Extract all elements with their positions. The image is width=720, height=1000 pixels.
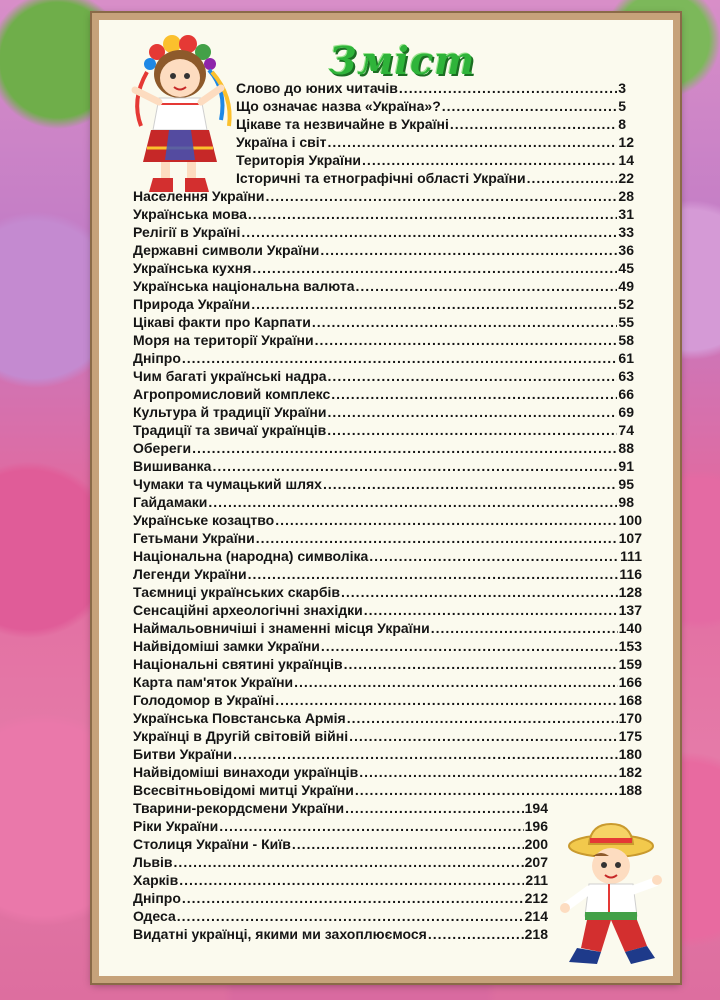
toc-entry-page: 66 bbox=[618, 386, 634, 402]
boy-in-folk-costume-illustration bbox=[551, 820, 671, 970]
toc-entry bbox=[133, 205, 634, 223]
toc-entry-title: Дніпро bbox=[133, 890, 181, 906]
toc-entry-page: 98 bbox=[618, 494, 634, 510]
toc-leader-dots bbox=[327, 403, 617, 421]
toc-entry-title: Цікаве та незвичайне в Україні bbox=[236, 116, 449, 132]
toc-entry-title: Гайдамаки bbox=[133, 494, 208, 510]
toc-entry-page: 180 bbox=[618, 746, 642, 762]
toc-entry-page: 31 bbox=[618, 206, 634, 222]
toc-entry-page: 137 bbox=[618, 602, 642, 618]
toc-leader-dots bbox=[328, 133, 618, 151]
toc-leader-dots bbox=[349, 727, 618, 745]
toc-entry-page: 218 bbox=[524, 926, 548, 942]
toc-entry bbox=[133, 619, 642, 637]
toc-leader-dots bbox=[328, 367, 618, 385]
toc-entry-page: 111 bbox=[620, 548, 642, 564]
toc-entry bbox=[133, 565, 642, 583]
toc-entry bbox=[133, 691, 642, 709]
toc-entry-title: Легенди України bbox=[133, 566, 247, 582]
toc-entry-title: Агропромисловий комплекс bbox=[133, 386, 331, 402]
toc-leader-dots bbox=[179, 871, 524, 889]
toc-entry-page: 8 bbox=[618, 116, 626, 132]
toc-entry-title: Слово до юних читачів bbox=[236, 80, 398, 96]
contents-page bbox=[92, 13, 680, 983]
toc-entry-page: 207 bbox=[524, 854, 548, 870]
toc-entry-page: 91 bbox=[618, 458, 634, 474]
toc-entry-page: 168 bbox=[618, 692, 642, 708]
toc-entry bbox=[133, 925, 548, 943]
toc-entry bbox=[236, 133, 634, 151]
toc-leader-dots bbox=[341, 583, 618, 601]
toc-entry-title: Вишиванка bbox=[133, 458, 212, 474]
toc-leader-dots bbox=[251, 295, 617, 313]
toc-entry-title: Україна і світ bbox=[236, 134, 327, 150]
toc-entry-title: Національні святині українців bbox=[133, 656, 343, 672]
toc-entry-page: 128 bbox=[618, 584, 642, 600]
toc-entry-page: 95 bbox=[618, 476, 634, 492]
toc-leader-dots bbox=[248, 205, 618, 223]
toc-leader-dots bbox=[356, 277, 618, 295]
toc-leader-dots bbox=[182, 349, 618, 367]
toc-leader-dots bbox=[233, 745, 617, 763]
toc-entry bbox=[133, 475, 634, 493]
toc-entry-title: Найвідоміші замки України bbox=[133, 638, 320, 654]
toc-entry bbox=[133, 583, 642, 601]
toc-entry-page: 175 bbox=[618, 728, 642, 744]
toc-entry-page: 55 bbox=[618, 314, 634, 330]
toc-leader-dots bbox=[294, 673, 618, 691]
toc-leader-dots bbox=[450, 115, 617, 133]
toc-entry bbox=[133, 637, 642, 655]
toc-entry bbox=[133, 709, 642, 727]
toc-entry-title: Сенсаційні археологічні знахідки bbox=[133, 602, 363, 618]
toc-entry-page: 212 bbox=[524, 890, 548, 906]
toc-entry bbox=[133, 385, 634, 403]
toc-entry-page: 5 bbox=[618, 98, 626, 114]
toc-entry-page: 69 bbox=[618, 404, 634, 420]
toc-entry bbox=[133, 655, 642, 673]
toc-entry-title: Культура й традиції України bbox=[133, 404, 327, 420]
toc-entry-title: Українська Повстанська Армія bbox=[133, 710, 346, 726]
toc-entry-title: Історичні та етнографічні області України bbox=[236, 170, 526, 186]
toc-entry bbox=[133, 493, 634, 511]
toc-entry-title: Голодомор в Україні bbox=[133, 692, 275, 708]
toc-leader-dots bbox=[192, 439, 617, 457]
toc-entry-page: 140 bbox=[618, 620, 642, 636]
toc-entry bbox=[133, 889, 548, 907]
toc-leader-dots bbox=[428, 925, 524, 943]
toc-entry bbox=[133, 727, 642, 745]
toc-entry-page: 182 bbox=[618, 764, 642, 780]
toc-entry-page: 159 bbox=[618, 656, 642, 672]
toc-entry-title: Найвідоміші винаходи українців bbox=[133, 764, 359, 780]
toc-entry bbox=[133, 799, 548, 817]
toc-entry-title: Столиця України - Київ bbox=[133, 836, 291, 852]
toc-leader-dots bbox=[208, 493, 617, 511]
toc-entry-title: Чумаки та чумацький шлях bbox=[133, 476, 322, 492]
toc-leader-dots bbox=[182, 889, 524, 907]
toc-leader-dots bbox=[315, 331, 618, 349]
toc-leader-dots bbox=[312, 313, 618, 331]
toc-entry-title: Українці в Другій світовій війні bbox=[133, 728, 349, 744]
toc-entry bbox=[133, 745, 642, 763]
toc-entry bbox=[236, 115, 626, 133]
toc-entry bbox=[133, 835, 548, 853]
toc-entry-page: 188 bbox=[618, 782, 642, 798]
toc-leader-dots bbox=[347, 709, 618, 727]
toc-entry bbox=[236, 79, 626, 97]
toc-entry-page: 3 bbox=[618, 80, 626, 96]
toc-entry-page: 194 bbox=[524, 800, 548, 816]
toc-entry-title: Тварини-рекордсмени України bbox=[133, 800, 345, 816]
toc-leader-dots bbox=[359, 763, 617, 781]
toc-leader-dots bbox=[527, 169, 618, 187]
toc-entry-title: Українська кухня bbox=[133, 260, 252, 276]
toc-leader-dots bbox=[265, 187, 617, 205]
toc-leader-dots bbox=[323, 475, 617, 493]
toc-entry-title: Моря на території України bbox=[133, 332, 314, 348]
toc-entry bbox=[133, 223, 634, 241]
toc-entry bbox=[133, 781, 642, 799]
toc-entry bbox=[133, 529, 642, 547]
toc-leader-dots bbox=[362, 151, 617, 169]
toc-leader-dots bbox=[344, 655, 618, 673]
toc-entry bbox=[133, 367, 634, 385]
toc-entry bbox=[133, 601, 642, 619]
toc-entry bbox=[133, 907, 548, 925]
toc-entry-title: Українська мова bbox=[133, 206, 247, 222]
toc-leader-dots bbox=[177, 907, 524, 925]
toc-entry-page: 214 bbox=[524, 908, 548, 924]
toc-leader-dots bbox=[364, 601, 618, 619]
toc-entry bbox=[236, 151, 634, 169]
toc-entry-title: Релігії в Україні bbox=[133, 224, 241, 240]
toc-entry-page: 28 bbox=[618, 188, 634, 204]
toc-entry bbox=[133, 457, 634, 475]
toc-entry-page: 153 bbox=[618, 638, 642, 654]
toc-entry-page: 14 bbox=[618, 152, 634, 168]
toc-entry-page: 88 bbox=[618, 440, 634, 456]
toc-entry-title: Видатні українці, якими ми захоплюємося bbox=[133, 926, 427, 942]
toc-entry-page: 45 bbox=[618, 260, 634, 276]
toc-entry-title: Населення України bbox=[133, 188, 265, 204]
toc-entry-title: Львів bbox=[133, 854, 173, 870]
toc-entry bbox=[236, 97, 626, 115]
toc-entry-page: 49 bbox=[618, 278, 634, 294]
toc-entry-page: 166 bbox=[618, 674, 642, 690]
toc-entry bbox=[133, 547, 642, 565]
toc-entry bbox=[133, 511, 642, 529]
toc-entry-title: Що означає назва «Україна»? bbox=[236, 98, 441, 114]
toc-leader-dots bbox=[241, 223, 617, 241]
toc-entry-title: Природа України bbox=[133, 296, 251, 312]
toc-entry-title: Таємниці українських скарбів bbox=[133, 584, 341, 600]
toc-entry-page: 63 bbox=[618, 368, 634, 384]
toc-entry bbox=[133, 421, 634, 439]
toc-leader-dots bbox=[321, 637, 618, 655]
toc-entry-title: Чим багаті українські надра bbox=[133, 368, 327, 384]
toc-entry bbox=[236, 169, 634, 187]
toc-entry-page: 61 bbox=[618, 350, 634, 366]
toc-entry-page: 58 bbox=[618, 332, 634, 348]
toc-leader-dots bbox=[252, 259, 617, 277]
toc-entry bbox=[133, 853, 548, 871]
page-title: Зміст bbox=[329, 38, 476, 83]
toc-entry bbox=[133, 277, 634, 295]
toc-entry-title: Українська національна валюта bbox=[133, 278, 355, 294]
toc-entry-title: Державні символи України bbox=[133, 242, 320, 258]
toc-entry-page: 36 bbox=[618, 242, 634, 258]
toc-entry-title: Одеса bbox=[133, 908, 176, 924]
toc-entry-page: 52 bbox=[618, 296, 634, 312]
toc-leader-dots bbox=[212, 457, 617, 475]
toc-entry-title: Гетьмани України bbox=[133, 530, 255, 546]
toc-entry bbox=[133, 313, 634, 331]
toc-entry-title: Територія України bbox=[236, 152, 362, 168]
toc-entry bbox=[133, 439, 634, 457]
toc-entry-title: Дніпро bbox=[133, 350, 181, 366]
toc-entry-title: Всесвітньовідомі митці України bbox=[133, 782, 354, 798]
toc-leader-dots bbox=[292, 835, 524, 853]
toc-leader-dots bbox=[256, 529, 618, 547]
toc-entry bbox=[133, 403, 634, 421]
toc-entry-title: Традиції та звичаї українців bbox=[133, 422, 327, 438]
toc-entry-page: 22 bbox=[618, 170, 634, 186]
toc-entry bbox=[133, 763, 642, 781]
toc-entry-page: 100 bbox=[618, 512, 642, 528]
toc-entry bbox=[133, 871, 548, 889]
toc-leader-dots bbox=[369, 547, 619, 565]
toc-entry-title: Харків bbox=[133, 872, 179, 888]
toc-entry-title: Українське козацтво bbox=[133, 512, 275, 528]
toc-entry-title: Цікаві факти про Карпати bbox=[133, 314, 311, 330]
toc-entry bbox=[133, 817, 548, 835]
toc-leader-dots bbox=[442, 97, 617, 115]
toc-entry-page: 170 bbox=[618, 710, 642, 726]
toc-entry bbox=[133, 259, 634, 277]
toc-entry-page: 107 bbox=[618, 530, 642, 546]
toc-leader-dots bbox=[399, 79, 617, 97]
toc-entry-page: 211 bbox=[525, 872, 548, 888]
toc-leader-dots bbox=[275, 511, 617, 529]
toc-leader-dots bbox=[345, 799, 524, 817]
toc-entry bbox=[133, 241, 634, 259]
toc-entry-page: 200 bbox=[524, 836, 548, 852]
toc-entry-title: Битви України bbox=[133, 746, 233, 762]
toc-entry bbox=[133, 349, 634, 367]
toc-entry bbox=[133, 187, 634, 205]
toc-leader-dots bbox=[327, 421, 617, 439]
toc-entry-page: 74 bbox=[618, 422, 634, 438]
toc-entry bbox=[133, 331, 634, 349]
toc-leader-dots bbox=[219, 817, 523, 835]
toc-leader-dots bbox=[331, 385, 617, 403]
toc-entry-page: 33 bbox=[618, 224, 634, 240]
toc-entry-title: Карта пам'яток України bbox=[133, 674, 294, 690]
toc-entry-title: Наймальовничіші і знаменні місця України bbox=[133, 620, 430, 636]
toc-entry-page: 12 bbox=[618, 134, 634, 150]
toc-leader-dots bbox=[355, 781, 618, 799]
toc-leader-dots bbox=[248, 565, 619, 583]
toc-entry-title: Ріки України bbox=[133, 818, 219, 834]
toc-leader-dots bbox=[275, 691, 617, 709]
toc-leader-dots bbox=[174, 853, 524, 871]
toc-leader-dots bbox=[320, 241, 617, 259]
toc-entry bbox=[133, 295, 634, 313]
toc-entry-title: Обереги bbox=[133, 440, 192, 456]
toc-entry bbox=[133, 673, 642, 691]
toc-leader-dots bbox=[431, 619, 618, 637]
toc-entry-page: 196 bbox=[524, 818, 548, 834]
toc-entry-page: 116 bbox=[619, 566, 642, 582]
toc-entry-title: Національна (народна) символіка bbox=[133, 548, 369, 564]
